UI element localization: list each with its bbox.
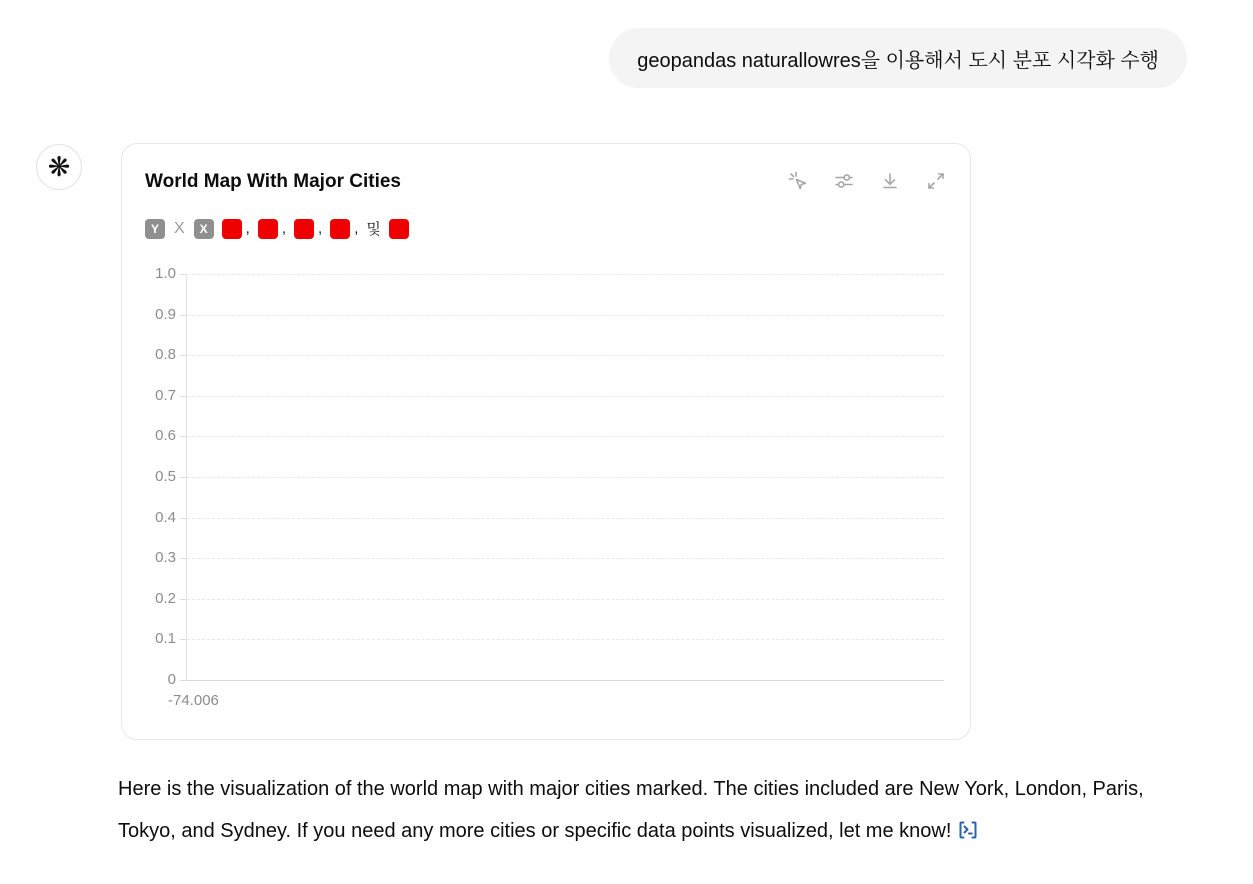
y-axis-tick-label: 0.7 [155,386,176,404]
y-axis-tick-mark [180,477,186,478]
y-axis-tick-mark [180,436,186,437]
y-axis-tick-mark [180,639,186,640]
horizontal-gridline [187,477,944,478]
x-axis-line [186,680,944,681]
subtitle-and-word: 및 [366,221,381,238]
chart-card [121,143,971,740]
y-axis-tick-label: 0.5 [155,468,176,485]
y-axis-tick-label: 0.2 [155,589,176,607]
y-axis-tick-mark [180,396,186,397]
y-axis-tick-label: 1.0 [155,265,176,282]
y-axis-tick-label: 0 [167,671,176,688]
y-axis-tick-mark [180,518,186,519]
horizontal-gridline [187,396,944,397]
subtitle-comma: , [281,220,287,237]
assistant-avatar [36,144,82,190]
horizontal-gridline [187,599,944,600]
subtitle-comma: , [318,220,323,237]
subtitle-comma: , [245,220,250,237]
horizontal-gridline [187,315,944,316]
horizontal-gridline [187,355,944,356]
y-axis-tick-label: 0.4 [155,508,176,526]
y-axis-tick-mark [180,274,186,275]
y-axis-tick-label: 0.8 [155,346,176,364]
horizontal-gridline [187,558,944,559]
horizontal-gridline [187,436,944,437]
plot-area [122,144,970,739]
x-axis-tick-label: -74.006 [168,692,219,709]
y-axis-tick-mark [180,315,186,316]
answer-paragraph: Here is the visualization of the world map with major cities marked. The cities included are New York, London, Paris, Tokyo, and Sydney. If you need any more cities or specific data points visualized, let me know! [118,778,1144,842]
view-code-icon[interactable] [957,815,979,857]
openai-logo-icon: ❋ [47,151,71,183]
y-axis-tick-mark [180,355,186,356]
horizontal-gridline [187,518,944,519]
y-axis-tick-mark [180,680,186,681]
y-axis-badge: Y [145,219,165,239]
x-axis-badge: X [194,219,214,239]
y-axis-tick-label: 0.6 [155,427,176,445]
y-axis-tick-label: 0.3 [155,549,176,567]
horizontal-gridline [187,639,944,640]
y-axis-tick-mark [180,558,186,559]
chart-title: World Map With Major Cities [145,171,401,192]
axes-separator: X [174,219,185,237]
subtitle-comma: , [354,220,359,237]
horizontal-gridline [187,274,944,275]
user-message-bubble [609,28,1187,88]
assistant-answer-text [118,769,1180,856]
y-axis-tick-label: 0.9 [155,305,176,323]
user-message-text: geopandas naturallowres을 이용해서 도시 분포 시각화 수행 [637,49,1159,72]
y-axis-tick-mark [180,599,186,600]
y-axis-tick-label: 0.1 [155,630,176,648]
